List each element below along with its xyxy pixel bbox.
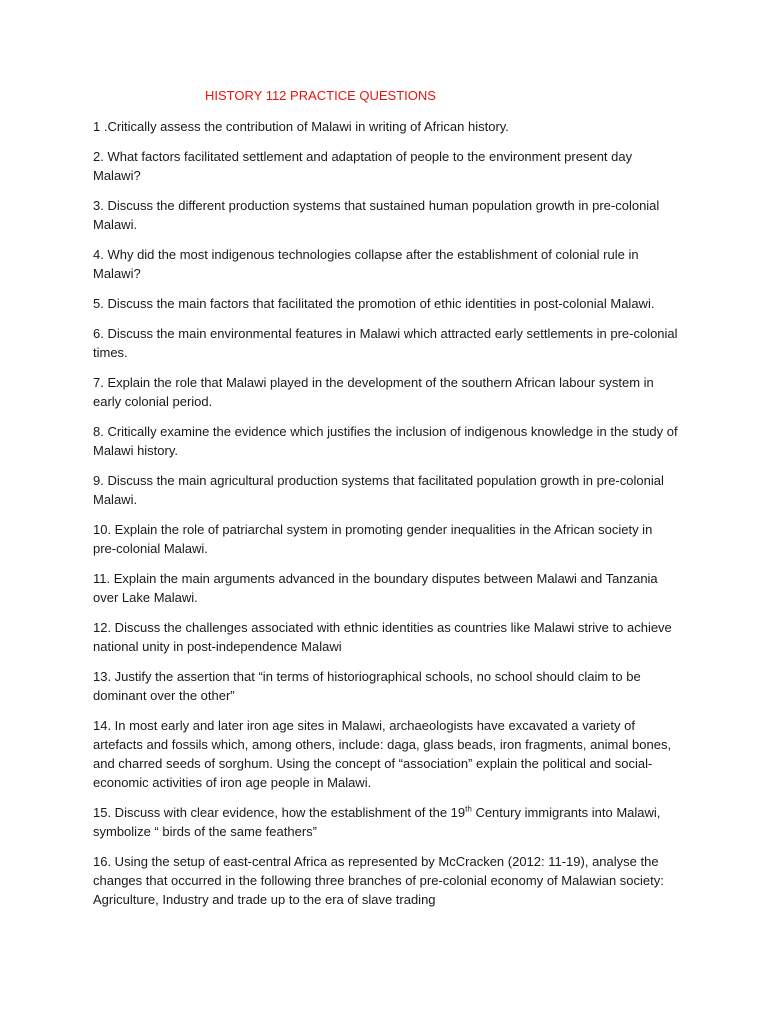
question-item: 7. Explain the role that Malawi played in the development of the southern African labour system in early colonial period. (93, 375, 654, 409)
question-item: 14. In most early and later iron age sites in Malawi, archaeologists have excavated a variety of artefacts and fossils which, among others, include: daga, glass beads, iron fragments, animal bones, and charred seeds of sorghum. Using the concept of “association” explain the political and social-economic activities of iron age people in Malawi. (93, 718, 672, 790)
question-item: 3. Discuss the different production systems that sustained human population growth in pre-colonial Malawi. (93, 198, 660, 232)
question-item: 9. Discuss the main agricultural production systems that facilitated population growth in pre-colonial Malawi. (93, 473, 664, 507)
question-list (93, 117, 679, 920)
question-item: 6. Discuss the main environmental features in Malawi which attracted early settlements in pre-colonial times. (93, 326, 678, 360)
question-item: 4. Why did the most indigenous technologies collapse after the establishment of colonial rule in Malawi? (93, 247, 639, 281)
question-item: 11. Explain the main arguments advanced in the boundary disputes between Malawi and Tanzania over Lake Malawi. (93, 571, 658, 605)
question-item: 10. Explain the role of patriarchal system in promoting gender inequalities in the African society in pre-colonial Malawi. (93, 522, 653, 556)
question-item: 1 .Critically assess the contribution of Malawi in writing of African history. (93, 119, 509, 134)
question-item: 13. Justify the assertion that “in terms of historiographical schools, no school should claim to be dominant over the other” (93, 669, 641, 703)
question-item: 16. Using the setup of east-central Africa as represented by McCracken (2012: 11-19), analyse the changes that occurred in the following three branches of pre-colonial economy of Malawian society: Agriculture, Industry and trade up to the era of slave trading (93, 854, 664, 907)
question-item: 12. Discuss the challenges associated with ethnic identities as countries like Malawi strive to achieve national unity in post-independence Malawi (93, 620, 672, 654)
question-item: 8. Critically examine the evidence which justifies the inclusion of indigenous knowledge in the study of Malawi history. (93, 424, 678, 458)
question-text-before: 15. Discuss with clear evidence, how the establishment of the 19 (93, 805, 466, 820)
question-item: 2. What factors facilitated settlement and adaptation of people to the environment present day Malawi? (93, 149, 633, 183)
superscript-th: th (465, 804, 472, 814)
question-text-after: Century immigrants into Malawi, symbolize “ birds of the same feathers” (93, 805, 661, 839)
page-title: HISTORY 112 PRACTICE QUESTIONS (205, 88, 436, 103)
question-item (93, 803, 679, 841)
question-item: 5. Discuss the main factors that facilitated the promotion of ethic identities in post-colonial Malawi. (93, 296, 655, 311)
